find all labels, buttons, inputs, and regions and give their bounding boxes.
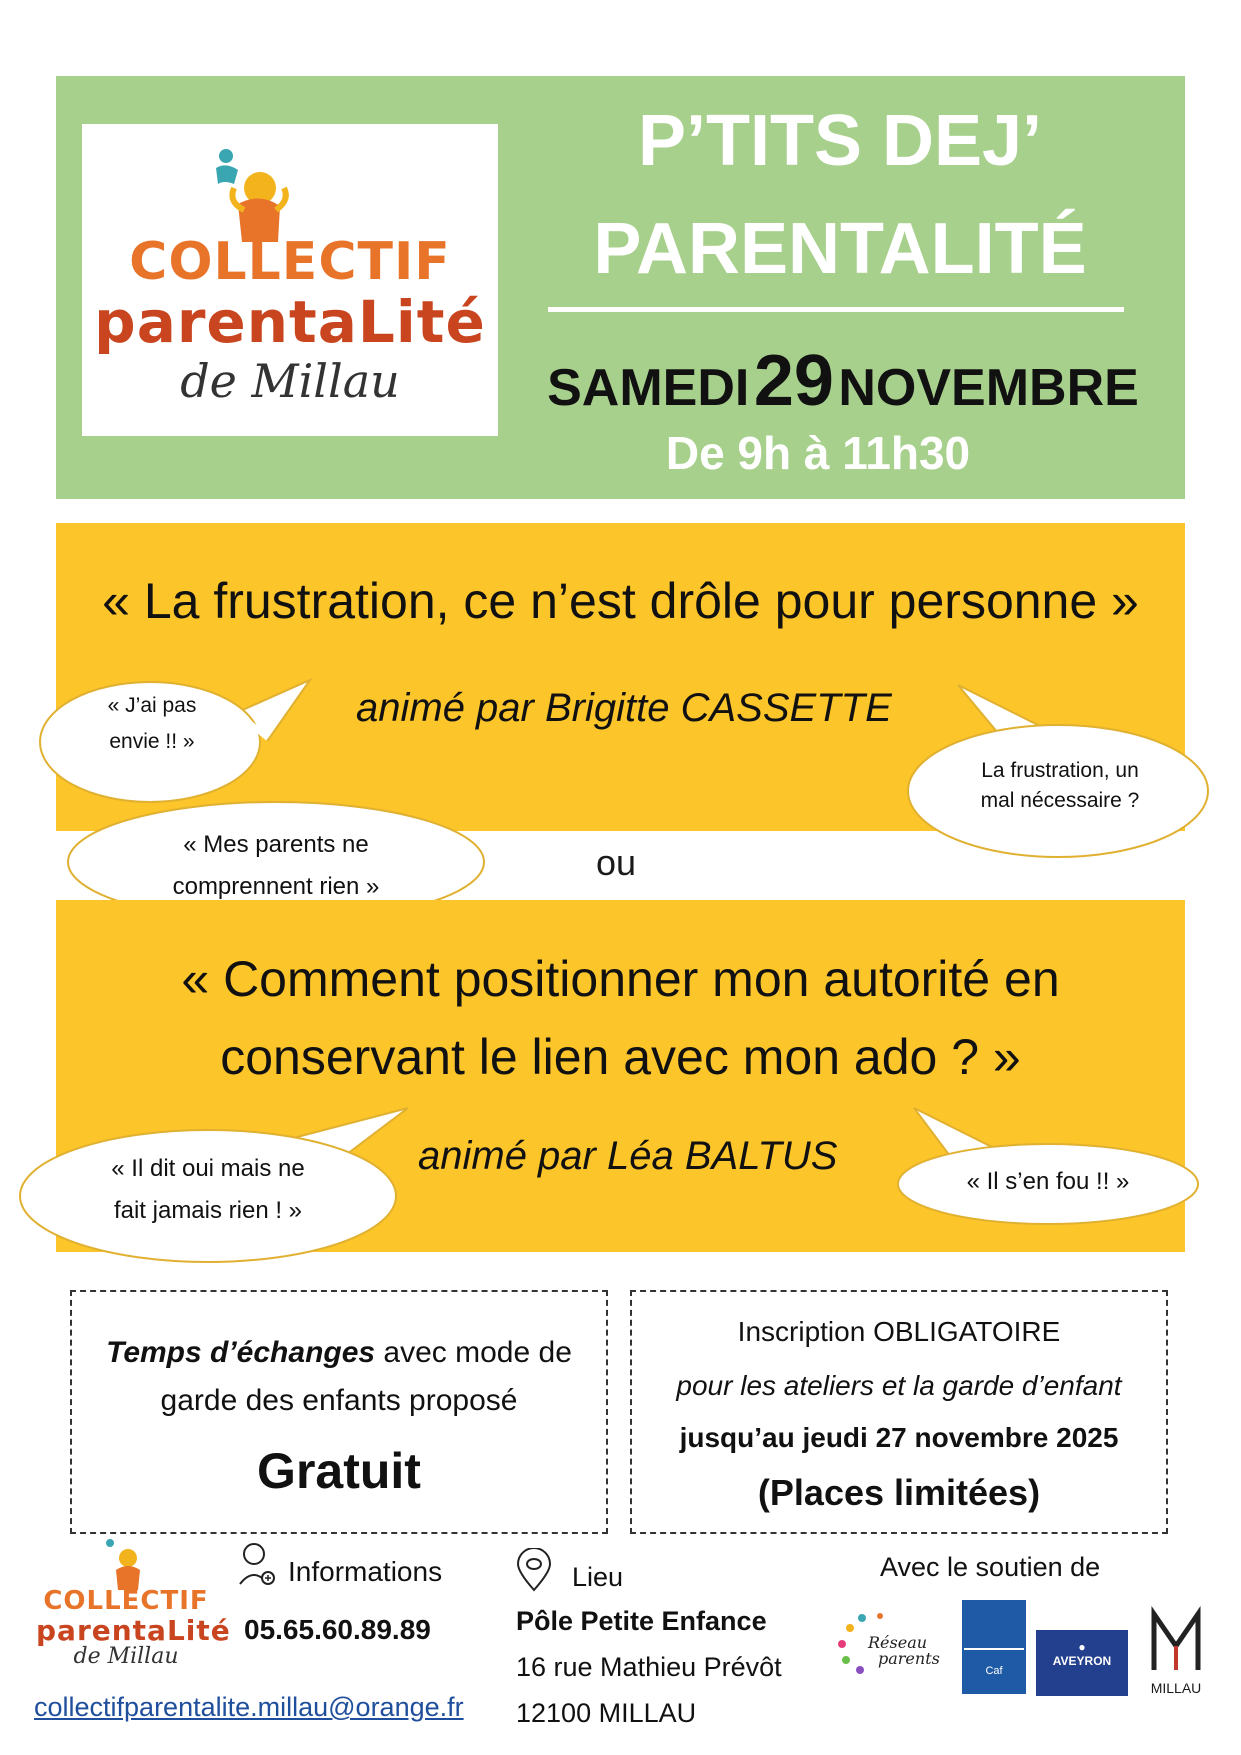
sponsor-caf: Caf bbox=[962, 1600, 1026, 1694]
info-box-exchanges: Temps d’échanges avec mode de garde des enfants proposé Gratuit bbox=[70, 1290, 608, 1534]
separator-ou: ou bbox=[596, 842, 637, 883]
price-label: Gratuit bbox=[257, 1443, 421, 1499]
info-box-registration bbox=[630, 1290, 1168, 1534]
title-divider bbox=[548, 307, 1124, 312]
footer-logo bbox=[36, 1536, 231, 1669]
bubble4-text: « Il dit oui mais ne fait jamais rien ! » bbox=[111, 1155, 305, 1224]
exchanges-lead: Temps d’échanges bbox=[106, 1336, 376, 1369]
logo-figure-icon bbox=[208, 144, 298, 244]
bubble1-text: « J’ai pas envie !! » bbox=[107, 694, 197, 753]
registration-line1: Inscription OBLIGATOIRE bbox=[737, 1316, 1061, 1347]
place-address2: 12100 MILLAU bbox=[516, 1698, 697, 1728]
workshop1-host: animé par Brigitte CASSETTE bbox=[356, 686, 892, 730]
svg-text:parents: parents bbox=[878, 1649, 940, 1668]
bubble3-text: « Mes parents ne comprennent rien » bbox=[172, 831, 380, 900]
logo-line1: COLLECTIF bbox=[129, 232, 451, 292]
email-link[interactable]: collectifparentalite.millau@orange.fr bbox=[34, 1692, 464, 1722]
exchanges-line2: garde des enfants proposé bbox=[160, 1384, 518, 1417]
workshop2-title: « Comment positionner mon autorité en conservant le lien avec mon ado ? » bbox=[181, 951, 1060, 1085]
sponsor-aveyron: ● AVEYRON bbox=[1036, 1630, 1128, 1696]
workshop2-host: animé par Léa BALTUS bbox=[418, 1134, 838, 1178]
footer-logo-line1: COLLECTIF bbox=[43, 1586, 209, 1616]
date-month: NOVEMBRE bbox=[838, 359, 1139, 417]
footer-logo-line2: parentaLité bbox=[36, 1614, 231, 1647]
registration-places: (Places limitées) bbox=[757, 1472, 1041, 1513]
page-title-line2: PARENTALITÉ bbox=[593, 209, 1087, 289]
logo-line2: parentaLité bbox=[94, 288, 486, 356]
sponsor-millau: MILLAU bbox=[1146, 1606, 1206, 1696]
place-address1: 16 rue Mathieu Prévôt bbox=[516, 1652, 782, 1682]
doctor-icon bbox=[236, 1540, 276, 1586]
date-day: SAMEDI bbox=[547, 359, 750, 417]
bubble5-text: « Il s’en fou !! » bbox=[966, 1168, 1130, 1195]
logo-collectif bbox=[82, 124, 498, 436]
footer-logo-figure-icon bbox=[100, 1536, 150, 1590]
reseau-parents-logo-icon bbox=[832, 1608, 942, 1680]
page-title-line1: P’TITS DEJ’ bbox=[637, 101, 1043, 181]
info-label: Informations bbox=[288, 1556, 443, 1587]
phone-number[interactable]: 05.65.60.89.89 bbox=[244, 1614, 431, 1645]
place-name: Pôle Petite Enfance bbox=[516, 1606, 767, 1636]
place-label: Lieu bbox=[572, 1562, 624, 1592]
footer-logo-line3: de Millau bbox=[73, 1644, 179, 1669]
location-pin-icon bbox=[514, 1548, 554, 1592]
event-date bbox=[508, 340, 1178, 422]
svg-text:Réseau: Réseau bbox=[868, 1633, 928, 1652]
registration-line2: pour les ateliers et la garde d’enfant bbox=[676, 1370, 1122, 1401]
millau-m-logo-icon bbox=[1146, 1606, 1206, 1676]
logo-line3: de Millau bbox=[180, 354, 400, 408]
bubble2-text: La frustration, un mal nécessaire ? bbox=[980, 759, 1140, 812]
registration-deadline: jusqu’au jeudi 27 novembre 2025 bbox=[679, 1422, 1119, 1453]
event-hours: De 9h à 11h30 bbox=[665, 427, 971, 479]
sponsor-reseau-parents bbox=[832, 1608, 942, 1680]
support-label: Avec le soutien de bbox=[880, 1552, 1101, 1582]
workshop1-title: « La frustration, ce n’est drôle pour personne » bbox=[102, 573, 1139, 629]
date-number: 29 bbox=[753, 341, 834, 421]
